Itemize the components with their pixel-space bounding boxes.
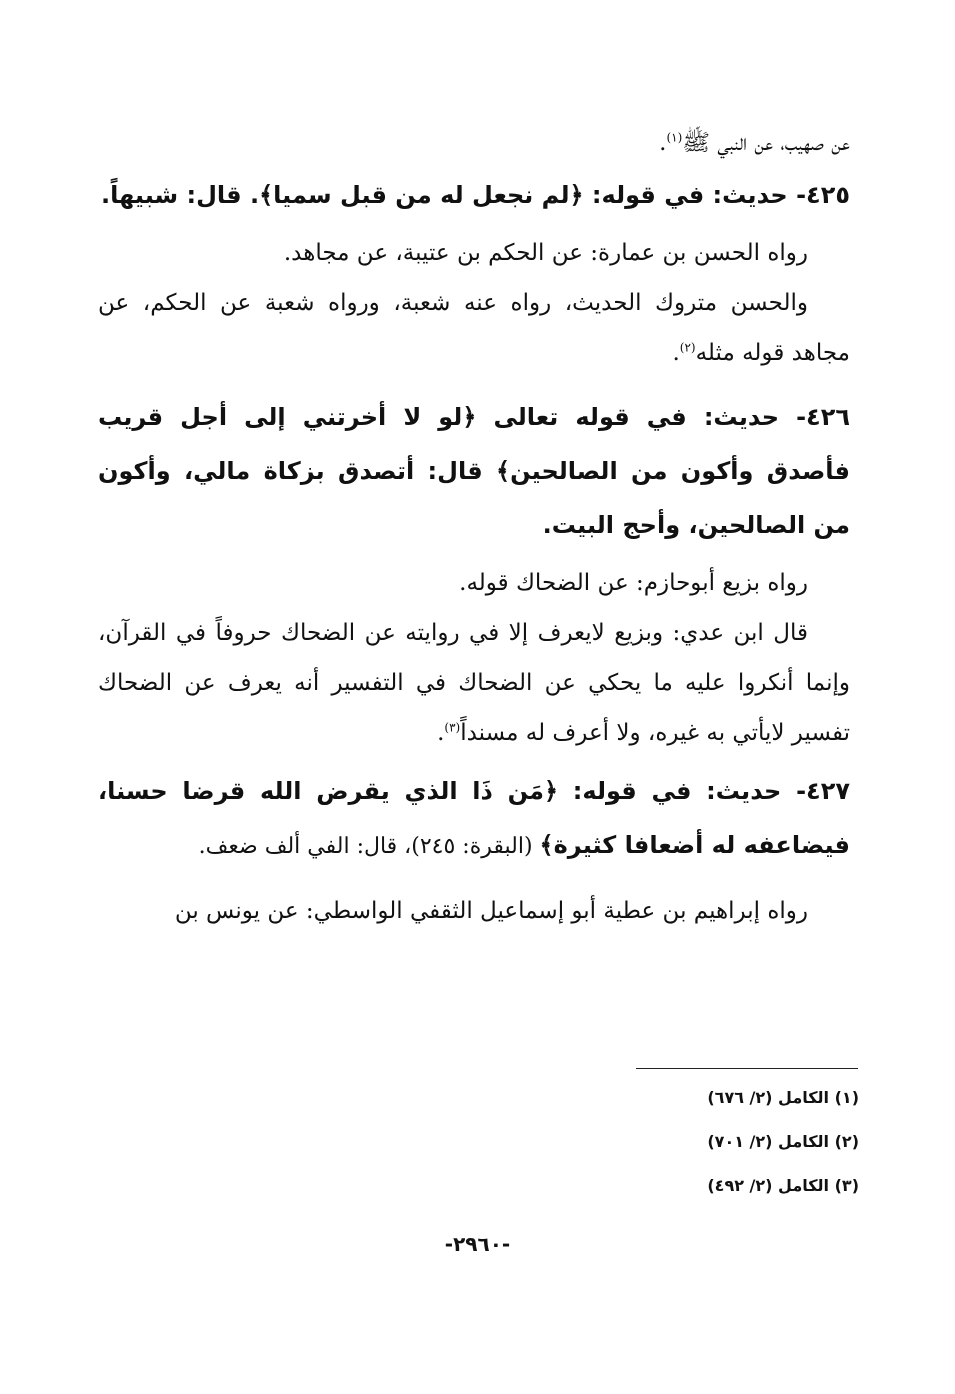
paragraph-426-comment: قال ابن عدي: وبزيع لايعرف إلا في روايته عن الضحاك حروفاً في القرآن، وإنما أنكروا عليه ما يحكي عن الضحاك في التفسير أنه يعرف عن الضحاك تفسير لايأتي به غيره، ولا أعرف له مسنداً$^{(٣)}$.	[98, 620, 850, 746]
text: عن صهيب، عن النبي ﷺ	[682, 130, 850, 156]
footnote-divider	[636, 1068, 858, 1069]
hadith-425-heading: ٤٢٥- حديث: في قوله: ﴿لم نجعل له من قبل سميا﴾. قال: شبيهاً.	[100, 181, 850, 209]
hadith-427-heading	[98, 764, 850, 874]
paragraph-intro: عن صهيب، عن النبي ﷺ$^{(١)}$.	[659, 130, 850, 156]
footnote-ref-3: (٣)	[444, 720, 461, 735]
hadith-426-heading: ٤٢٦- حديث: في قوله تعالى ﴿لو لا أخرتني إلى أجل قريب فأصدق وأكون من الصالحين﴾ قال: أتصدق بزكاة مالي، وأكون من الصالحين، وأحج البيت.	[98, 403, 850, 539]
page-body	[98, 118, 850, 936]
footnote-3: (٣) الكامل (٢/ ٤٩٢)	[707, 1176, 859, 1195]
paragraph-425-comment: والحسن متروك الحديث، رواه عنه شعبة، ورواه شعبة عن الحكم، عن مجاهد قوله مثله$^{(٢)}$.	[98, 290, 850, 366]
footnote-ref-1: (١)	[666, 130, 683, 145]
paragraph-426-chain: رواه بزيع أبوحازم: عن الضحاك قوله.	[459, 570, 808, 596]
footnote-2: (٢) الكامل (٢/ ٧٠١)	[707, 1132, 859, 1151]
paragraph-425-chain: رواه الحسن بن عمارة: عن الحكم بن عتيبة، عن مجاهد.	[283, 240, 808, 266]
hadith-427-title: ٤٢٧- حديث: في قوله: ﴿مَن ذَا الذي يقرض الله قرضا حسنا، فيضاعفه له أضعافا كثيرة﴾	[98, 777, 850, 859]
hadith-427-rest: (البقرة: ٢٤٥)، قال: الفي ألف ضعف.	[198, 834, 540, 859]
footnote-1: (١) الكامل (٢/ ٦٧٦)	[707, 1088, 859, 1107]
footnote-ref-2: (٢)	[679, 340, 696, 355]
text: والحسن متروك الحديث، رواه عنه شعبة، ورواه شعبة عن الحكم، عن مجاهد قوله مثله	[98, 290, 850, 366]
footnotes	[707, 1080, 859, 1212]
page-number: -٢٩٦٠-	[444, 1232, 511, 1256]
text: قال ابن عدي: وبزيع لايعرف إلا في روايته عن الضحاك حروفاً في القرآن، وإنما أنكروا عليه ما يحكي عن الضحاك في التفسير أنه يعرف عن الضحاك تفسير لايأتي به غيره، ولا أعرف له مسنداً	[98, 620, 850, 746]
paragraph-427-chain: رواه إبراهيم بن عطية أبو إسماعيل الثقفي الواسطي: عن يونس بن	[174, 898, 808, 924]
